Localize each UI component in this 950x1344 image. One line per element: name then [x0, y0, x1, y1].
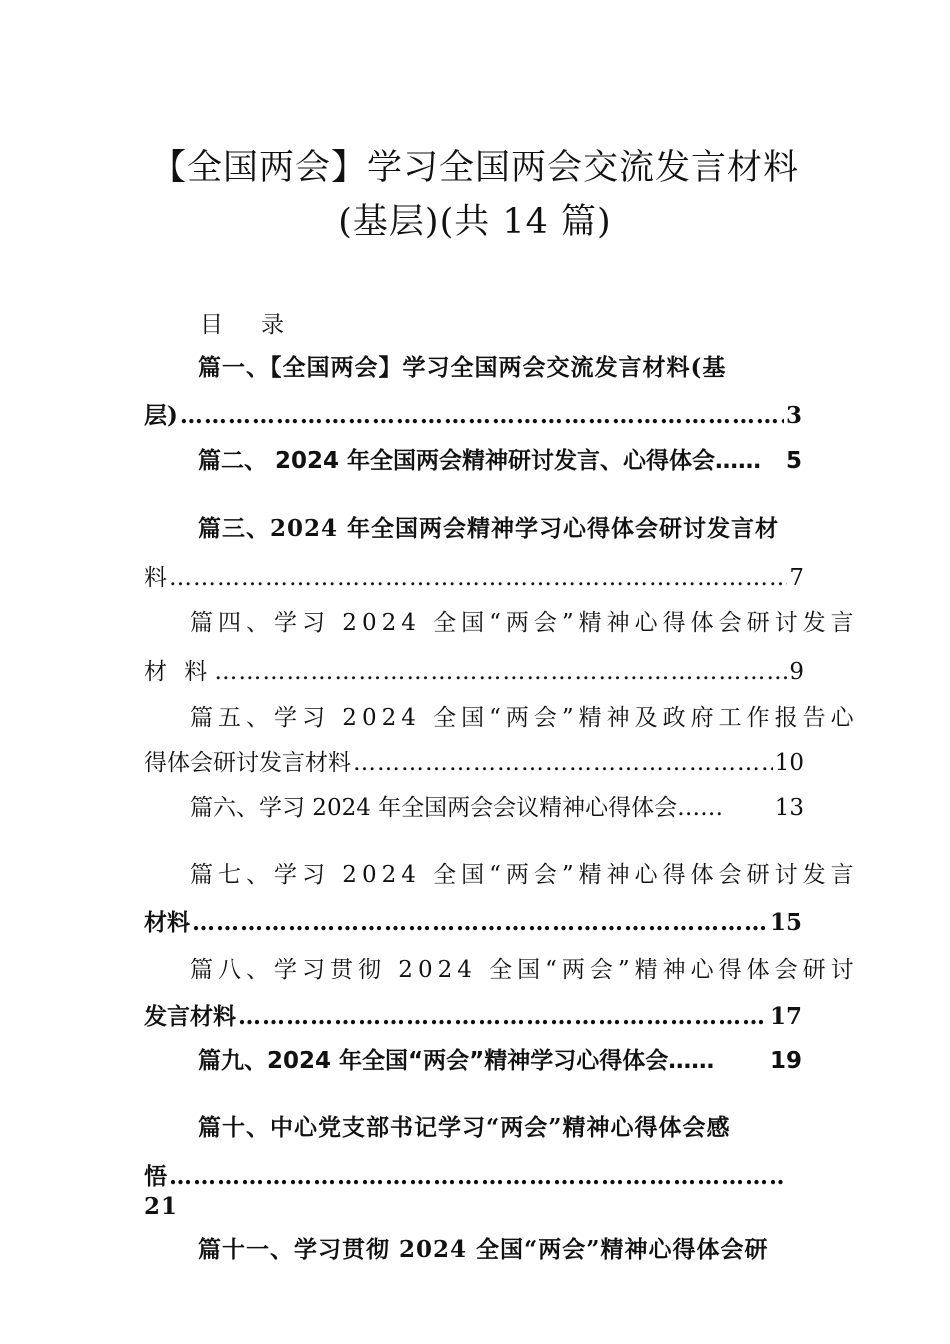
toc-entry-5-tail: 得体会研讨发言材料	[144, 750, 351, 776]
toc-entry-10-page: 21	[144, 1193, 179, 1220]
toc-entry-1-line1[interactable]: 篇一、【全国两会】学习全国两会交流发言材料(基	[198, 354, 727, 381]
toc-entry-8-line2[interactable]	[144, 1000, 802, 1034]
toc-entry-5-page: 10	[774, 750, 804, 776]
toc-entry-3-tail: 料	[144, 565, 167, 591]
toc-entry-4-line1[interactable]: 篇四、学习 2024 全国“两会”精神心得体会研讨发言	[190, 610, 859, 636]
toc-entry-6[interactable]	[190, 791, 804, 825]
toc-entry-6-text: 篇六、学习 2024 年全国两会会议精神心得体会……	[190, 795, 724, 821]
toc-entry-11-line1[interactable]: 篇十一、学习贯彻 2024 全国“两会”精神心得体会研	[198, 1236, 769, 1263]
toc-leader-dots	[353, 746, 773, 780]
toc-heading-right: 录	[261, 312, 286, 338]
toc-entry-7-line2[interactable]	[144, 906, 802, 940]
toc-entry-8-page: 17	[769, 1003, 802, 1030]
toc-entry-4-tail: 材 料	[144, 659, 213, 685]
toc-entry-9[interactable]	[198, 1044, 802, 1078]
toc-entry-4-page: 9	[789, 659, 804, 685]
toc-leader-dots	[238, 1000, 768, 1034]
toc-entry-10-tail: 悟	[144, 1163, 167, 1190]
toc-leader-dots	[169, 1160, 784, 1194]
toc-entry-2-page: 5	[785, 448, 802, 474]
toc-entry-2[interactable]	[198, 444, 802, 478]
toc-entry-9-page: 19	[769, 1048, 802, 1074]
toc-entry-10-line2[interactable]	[144, 1160, 786, 1194]
toc-entry-8-tail: 发言材料	[144, 1003, 236, 1030]
toc-leader-dots	[169, 561, 787, 595]
toc-entry-5-line1[interactable]: 篇五、学习 2024 全国“两会”精神及政府工作报告心	[190, 705, 859, 731]
toc-entry-3-line1[interactable]: 篇三、2024 年全国两会精神学习心得体会研讨发言材	[198, 515, 780, 542]
toc-leader-dots	[192, 906, 768, 940]
toc-entry-2-text: 篇二、 2024 年全国两会精神研讨发言、心得体会……	[198, 448, 762, 474]
toc-entry-1-tail: 层)	[144, 402, 178, 429]
toc-entry-6-page: 13	[774, 795, 804, 821]
toc-entry-9-text: 篇九、2024 年全国“两会”精神学习心得体会……	[198, 1048, 715, 1074]
toc-entry-5-line2[interactable]	[144, 746, 804, 780]
toc-entry-10-line1[interactable]: 篇十、中心党支部书记学习“两会”精神心得体会感	[198, 1114, 731, 1141]
toc-entry-3-line2[interactable]	[144, 561, 804, 595]
toc-entry-3-page: 7	[789, 565, 804, 591]
toc-leader-dots	[180, 399, 784, 433]
toc-leader-dots	[214, 655, 787, 689]
toc-entry-7-tail: 材料	[144, 909, 190, 936]
toc-entry-4-line2[interactable]	[144, 655, 804, 689]
document-title-line2: (基层)(共 14 篇)	[338, 202, 612, 242]
toc-entry-7-page: 15	[769, 909, 802, 936]
document-title-line1: 【全国两会】学习全国两会交流发言材料	[150, 148, 799, 188]
toc-heading	[200, 306, 286, 339]
toc-entry-1-page: 3	[785, 402, 802, 429]
toc-heading-left: 目	[200, 312, 225, 338]
toc-entry-7-line1[interactable]: 篇七、学习 2024 全国“两会”精神心得体会研讨发言	[190, 862, 859, 888]
toc-entry-8-line1[interactable]: 篇八、学习贯彻 2024 全国“两会”精神心得体会研讨	[190, 957, 859, 983]
toc-entry-1-line2[interactable]	[144, 399, 802, 433]
